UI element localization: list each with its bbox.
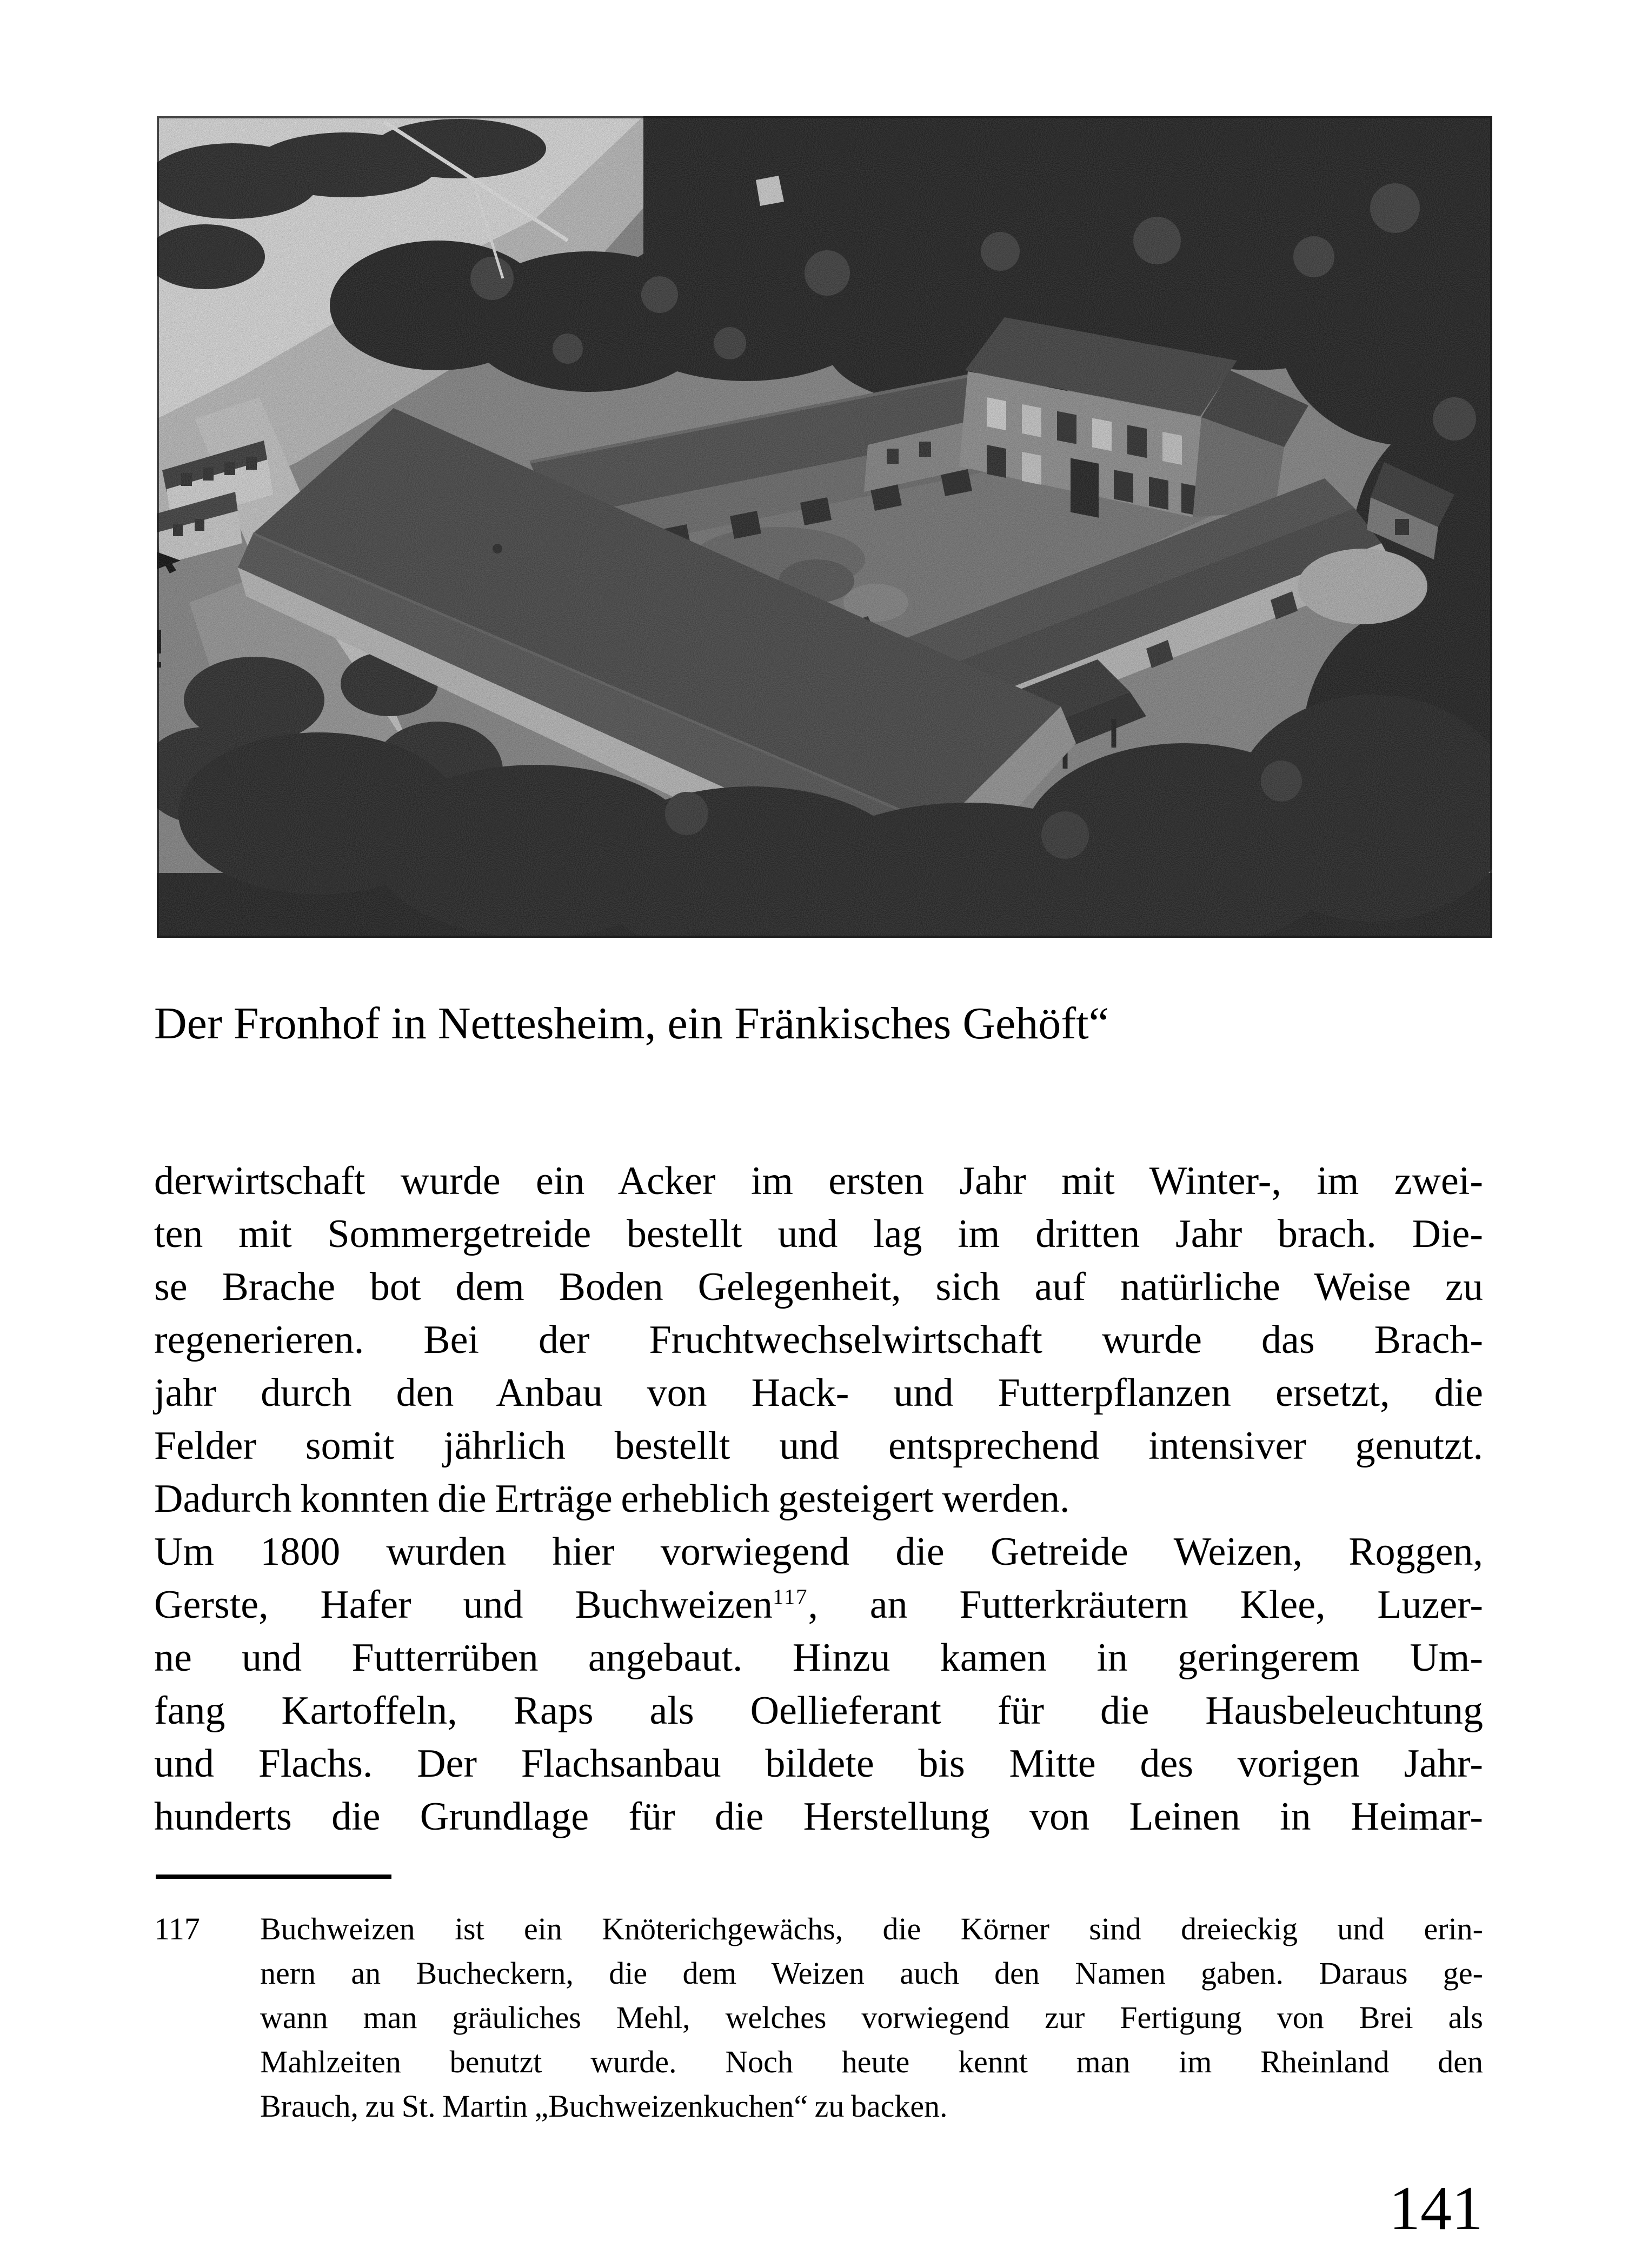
text-line: ten mit Sommergetreide bestellt und lag im dritten Jahr brach. Die- — [154, 1212, 1483, 1256]
footnote-marker: 117 — [773, 1584, 808, 1609]
text-line: wann man gräuliches Mehl, welches vorwiegend zur Fertigung von Brei als — [260, 2000, 1483, 2035]
text-line: ne und Futterrüben angebaut. Hinzu kamen in geringerem Um- — [154, 1636, 1483, 1680]
text-line: fang Kartoffeln, Raps als Oellieferant für die Hausbeleuchtung — [154, 1689, 1483, 1733]
text-line: Gerste, Hafer und Buchweizen$^{117}$, an Futterkräutern Klee, Luzer- — [154, 1583, 1484, 1627]
text-line: Um 1800 wurden hier vorwiegend die Getreide Weizen, Roggen, — [154, 1530, 1483, 1574]
aerial-photo-scene — [157, 116, 1492, 938]
text-line: jahr durch den Anbau von Hack- und Futterpflanzen ersetzt, die — [154, 1371, 1483, 1415]
film-grain-light — [157, 116, 1492, 938]
paragraph — [154, 1525, 1483, 1843]
photo-caption: Der Fronhof in Nettesheim, ein Fränkisches Gehöft“ — [154, 998, 1109, 1049]
farm-aerial-photograph — [157, 116, 1492, 938]
text-line: derwirtschaft wurde ein Acker im ersten Jahr mit Winter-, im zwei- — [154, 1159, 1483, 1203]
footnote — [154, 1907, 1483, 2129]
text-line: nern an Bucheckern, die dem Weizen auch den Namen gaben. Daraus ge- — [260, 1956, 1483, 1991]
text-line: se Brache bot dem Boden Gelegenheit, sich auf natürliche Weise zu — [154, 1265, 1483, 1309]
text-line: Dadurch konnten die Erträge erheblich gesteigert werden. — [154, 1477, 1070, 1521]
footnote-text — [260, 1907, 1483, 2129]
text-line: und Flachs. Der Flachsanbau bildete bis Mitte des vorigen Jahr- — [154, 1742, 1483, 1786]
text-line: Brauch, zu St. Martin „Buchweizenkuchen“ zu backen. — [260, 2089, 948, 2124]
footnote-number: 117 — [154, 1911, 200, 1946]
text-line: Mahlzeiten benutzt wurde. Noch heute kennt man im Rheinland den — [260, 2044, 1483, 2079]
page-number: 141 — [1389, 2174, 1483, 2243]
text-line: Felder somit jährlich bestellt und entsprechend intensiver genutzt. — [154, 1424, 1483, 1468]
body-text — [154, 1155, 1483, 1843]
footnote-rule — [156, 1875, 391, 1879]
paragraph — [154, 1155, 1483, 1525]
text-line: regenerieren. Bei der Fruchtwechselwirtschaft wurde das Brach- — [154, 1318, 1483, 1362]
text-line: Buchweizen ist ein Knöterichgewächs, die Körner sind dreieckig und erin- — [260, 1911, 1483, 1946]
text-line: hunderts die Grundlage für die Herstellung von Leinen in Heimar- — [154, 1795, 1483, 1839]
